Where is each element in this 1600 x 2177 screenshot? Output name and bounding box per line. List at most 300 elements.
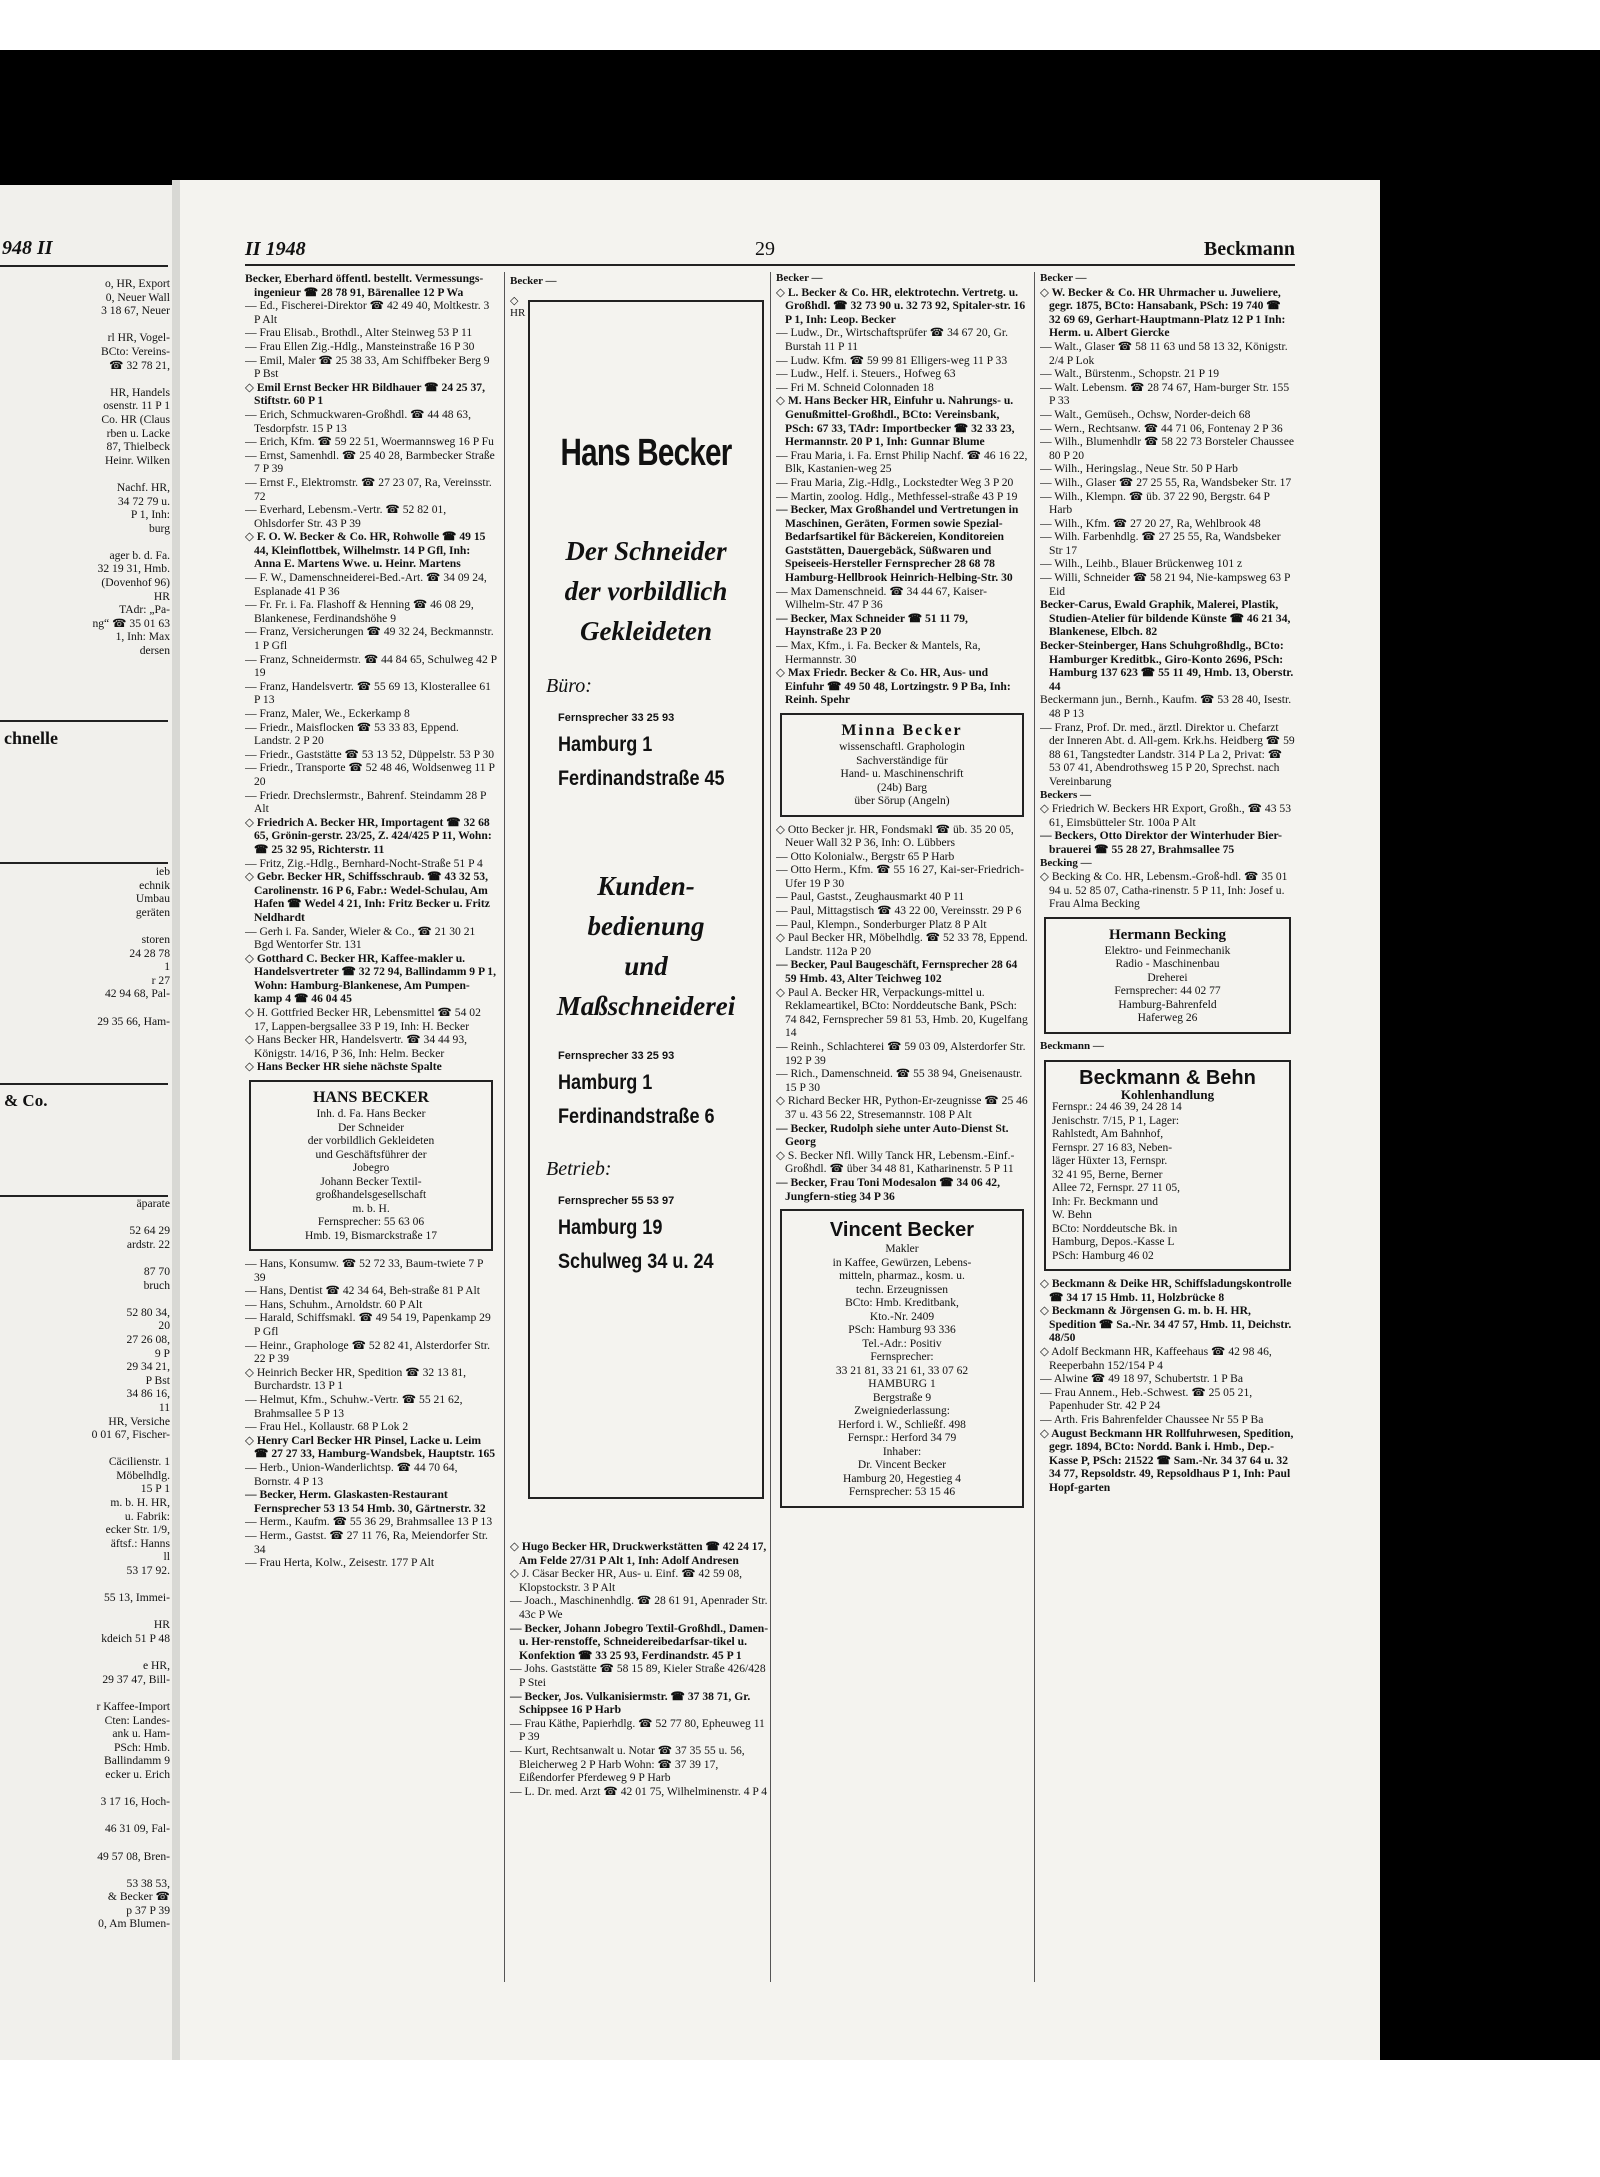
directory-entry: — Becker, Johann Jobegro Textil-Großhdl., Damen- u. Her-renstoffe, Schneidereibedarfsar-tikel u. Konfektion ☎ 33 25 93, Ferdinandstr. 45 P 1 — [510, 1621, 769, 1662]
directory-entry: — Frau Käthe, Papierhdlg. ☎ 52 77 80, Epheuweg 11 P 39 — [510, 1716, 765, 1744]
book-gutter — [172, 180, 180, 2060]
directory-entry: — Franz, Schneidermstr. ☎ 44 84 65, Schulweg 42 P 19 — [245, 652, 497, 680]
text-line: 29 35 66, Ham- — [97, 1014, 170, 1028]
directory-entry: — Becker, Max Schneider ☎ 51 11 79, Haynstraße 23 P 20 — [776, 611, 968, 639]
directory-entry: — Ludw. Kfm. ☎ 59 99 81 Elligers-weg 11 P 33 — [776, 353, 1008, 367]
directory-entry: — Reinh., Schlachterei ☎ 59 03 09, Alsterdorfer Str. 192 P 39 — [776, 1040, 1026, 1067]
text-line — [0, 1646, 170, 1660]
directory-entry: — Rich., Damenschneid. ☎ 55 38 94, Gneisenaustr. 15 P 30 — [776, 1067, 1023, 1094]
directory-entry: — Becker, Jos. Vulkanisiermstr. ☎ 37 38 71, Gr. Schippsee 16 P Harb — [510, 1689, 751, 1717]
directory-entry: — Erich, Schmuckwaren-Großhdl. ☎ 44 48 63, Tesdorpfstr. 15 P 13 — [245, 407, 471, 435]
text-line: W. Behn — [1052, 1209, 1092, 1221]
directory-entry: — Franz, Maler, We., Eckerkamp 8 — [245, 707, 410, 720]
text-line: Dreherei — [1147, 971, 1188, 984]
directory-entry: — Frau Maria, i. Fa. Ernst Philip Nachf. ☎ 46 16 22, Blk, Kastanien-weg 25 — [776, 448, 1028, 476]
column-divider — [504, 272, 505, 1982]
text-line: 15 P 1 — [140, 1482, 170, 1496]
directory-entry: — Max Damenschneid. ☎ 34 44 67, Kaiser-Wilhelm-Str. 47 P 36 — [776, 584, 987, 612]
text-line: Möbelhdlg. — [116, 1468, 170, 1482]
text-line — [0, 1251, 170, 1265]
directory-entry: ◇ Heinrich Becker HR, Spedition ☎ 32 13 81, Burchardstr. 13 P 1 — [245, 1365, 467, 1393]
column-4-entries — [1040, 272, 1295, 911]
ad-phone: Fernsprecher 33 25 93 — [558, 712, 675, 724]
text-line: Ballindamm 9 — [103, 1754, 170, 1768]
left-page-ad-box — [0, 720, 168, 864]
directory-entry: — Wilh., Glaser ☎ 27 25 55, Ra, Wandsbeker Str. 17 — [1040, 475, 1292, 489]
text-line: Rahlstedt, Am Bahnhof, — [1052, 1128, 1164, 1140]
text-line: Allee 72, Fernspr. 27 11 05, — [1052, 1182, 1180, 1194]
text-line: o, HR, Export — [104, 277, 170, 290]
text-line: 49 57 08, Bren- — [97, 1849, 170, 1863]
ad-street: Ferdinandstraße 45 — [558, 767, 725, 790]
directory-entry: — Wilh., Kfm. ☎ 27 20 27, Ra, Wehlbrook 48 — [1040, 516, 1261, 530]
directory-entry: ◇ Hans Becker HR siehe nächste Spalte — [245, 1060, 442, 1074]
directory-entry: ◇ Friedrich W. Beckers HR Export, Großh., ☎ 43 53 61, Eimsbütteler Str. 100a P Alt — [1040, 802, 1292, 829]
text-line: Sachverständige für — [856, 754, 948, 767]
directory-entry: — Helmut, Kfm., Schuhw.-Vertr. ☎ 55 21 62, Brahmsallee 5 P 13 — [245, 1392, 463, 1420]
directory-entry: — Frau Herta, Kolw., Zeisestr. 177 P Alt — [245, 1556, 435, 1570]
directory-entry: — Kurt, Rechtsanwalt u. Notar ☎ 37 35 55 u. 56, Bleicherweg 2 P Harb Wohn: ☎ 37 39 17, Eißendorfer Pferdeweg 9 P Harb — [510, 1743, 745, 1785]
ad-factory-label: Betrieb: — [546, 1158, 612, 1180]
text-line: BCto: Hmb. Kreditbank, — [845, 1297, 959, 1310]
text-line: 20 — [158, 1319, 170, 1333]
text-line: HR, Handels — [110, 385, 170, 399]
text-line — [0, 318, 170, 332]
directory-entry: — Arth. Fris Bahrenfelder Chaussee Nr 55 P Ba — [1040, 1412, 1264, 1426]
ad-service: Kunden- — [597, 871, 695, 901]
text-line: HR — [153, 1618, 170, 1632]
page-number: 29 — [755, 238, 775, 260]
text-line: ardstr. 22 — [126, 1237, 170, 1251]
text-line: Hmb. 19, Bismarckstraße 17 — [305, 1229, 437, 1242]
text-line: TAdr: „Pa- — [119, 603, 170, 617]
directory-entry: ◇ Gebr. Becker HR, Schiffsschraub. ☎ 43 32 53, Carolinenstr. 16 P 6, Fabr.: Wedel-Schulau, Am Hafen ☎ Wedel 4 21, Inh: Fritz Becker u. Fritz Neldhardt — [245, 870, 490, 924]
text-line — [0, 372, 170, 386]
directory-entry: Becking — — [1040, 856, 1092, 869]
ad-logo: Hans Becker — [560, 432, 732, 474]
directory-entry: ◇ Paul A. Becker HR, Verpackungs-mittel u. Reklameartikel, BCto: Norddeutsche Bank, PSch: 74 842, Fernsprecher 59 81 53, Hmb. 20, Kugelfang 14 — [776, 985, 1028, 1040]
text-line: HR — [153, 589, 170, 603]
text-line: läger Hüxter 13, Fernspr. — [1052, 1155, 1168, 1167]
column-2-markers: ◇ HR — [510, 295, 526, 319]
ad-slogan: der vorbildlich — [564, 576, 728, 606]
text-line: 29 37 47, Bill- — [102, 1672, 170, 1686]
text-line: kdeich 51 P 48 — [101, 1632, 170, 1645]
text-line: 42 94 68, Pal- — [104, 987, 170, 1001]
ad-street: Schulweg 34 u. 24 — [558, 1250, 714, 1273]
text-line — [0, 919, 170, 933]
directory-entry: ◇ Hans Becker HR, Handelsvertr. ☎ 34 44 93, Königstr. 14/16, P 36, Inh: Helm. Becker — [245, 1033, 468, 1060]
directory-entry: — Hans, Dentist ☎ 42 34 64, Beh-straße 81 P Alt — [245, 1284, 480, 1298]
directory-entry: — Wilh., Leihb., Blauer Brückenweg 101 z — [1040, 557, 1243, 571]
text-line: Dr. Vincent Becker — [857, 1459, 947, 1472]
directory-entry: — Martin, zoolog. Hdlg., Methfessel-straße 43 P 19 — [776, 489, 1018, 503]
directory-entry: — Frau Hel., Kollaustr. 68 P Lok 2 — [245, 1420, 409, 1434]
directory-entry: — Hans, Schuhm., Arnoldstr. 60 P Alt — [245, 1297, 423, 1311]
directory-entry: ◇ August Beckmann HR Rollfuhrwesen, Spedition, gegr. 1894, BCto: Nordd. Bank i. Hmb., Dep.-Kasse P, PSch: 21522 ☎ Sam.-Nr. 34 37 64 u. 32 34 77, Repsoldstr. 49, Repsoldhaus P 1, Inh: Paul Hopf-garten — [1040, 1426, 1294, 1494]
left-page-lines-3 — [0, 1197, 170, 1931]
text-line: Johann Becker Textil- — [320, 1175, 422, 1188]
section-header: Beckmann — — [1040, 1039, 1104, 1052]
text-line: ng“ ☎ 35 01 63 — [92, 616, 170, 630]
text-line: in Kaffee, Gewürzen, Lebens- — [832, 1256, 972, 1269]
directory-entry: ◇ F. O. W. Becker & Co. HR, Rohwolle ☎ 49 15 44, Kleinflottbek, Wilhelmstr. 14 P Gfl, Inh: Anna E. Martens Wwe. u. Heinr. Martens — [245, 530, 486, 571]
text-line: burg — [148, 521, 170, 535]
directory-entry: — Becker, Max Großhandel und Vertretungen in Maschinen, Geräten, Formen sowie Spezial-Bedarfsartikel für Bäckereien, Konditoreien Gaststätten, Dauergebäck, Süßwaren und Speiseeis-Hersteller Fernsprecher 28 68 78 Hamburg-Hellbrook Heinrich-Helbing-Str. 30 — [776, 503, 1019, 585]
directory-entry: — Friedr. Drechslermstr., Bahrenf. Steindamm 28 P Alt — [245, 788, 487, 816]
ad-phone: Fernsprecher 55 53 97 — [558, 1195, 675, 1207]
directory-entry: — Becker, Rudolph siehe unter Auto-Dienst St. Georg — [776, 1121, 1009, 1149]
directory-entry: ◇ Max Friedr. Becker & Co. HR, Aus- und Einfuhr ☎ 49 50 48, Lortzingstr. 9 P Ba, Inh: Reinh. Spehr — [776, 666, 1011, 707]
text-line: Radio - Maschinenbau — [1115, 958, 1220, 971]
text-line: 27 26 08, — [126, 1332, 170, 1346]
directory-entry: — Paul, Gastst., Zeughausmarkt 40 P 11 — [776, 890, 965, 904]
column-2-entries-list — [510, 1540, 770, 1798]
text-line: 3 17 16, Hoch- — [100, 1795, 170, 1809]
ad-lines — [1052, 945, 1283, 1026]
text-line: wissenschaftl. Graphologin — [839, 741, 965, 753]
text-line: 32 19 31, Hmb. — [97, 562, 170, 576]
text-line: Fernspr.: Herford 34 79 — [847, 1432, 957, 1445]
text-line: Umbau — [135, 892, 170, 906]
ad-city: Hamburg 1 — [558, 733, 653, 756]
ad-title: Hermann Becking — [1108, 926, 1227, 943]
directory-entry: — Walt. Lebensm. ☎ 28 74 67, Ham-burger Str. 155 P 33 — [1040, 380, 1290, 408]
ad-street: Ferdinandstraße 6 — [558, 1105, 715, 1128]
text-line — [0, 1863, 170, 1877]
directory-entry: ◇ Beckmann & Deike HR, Schiffsladungskontrolle ☎ 34 17 15 Hmb. 11, Holzbrücke 8 — [1040, 1277, 1292, 1304]
directory-entry: — Frau Ellen Zig.-Hdlg., Mansteinstraße 16 P 30 — [245, 339, 475, 353]
ad-lines — [1052, 1101, 1283, 1263]
text-line: Heinr. Wilken — [104, 453, 170, 467]
directory-entry: — Walt., Gemüseh., Ochsw, Norder-deich 68 — [1040, 407, 1251, 421]
text-line: 33 21 81, 33 21 61, 33 07 62 — [835, 1364, 969, 1377]
directory-entry: — Ludw., Dr., Wirtschaftsprüfer ☎ 34 67 20, Gr. Burstah 11 P 11 — [776, 326, 1008, 353]
directory-entry: ◇ Friedrich A. Becker HR, Importagent ☎ 32 68 65, Grönin-gerstr. 23/25, Z. 424/425 P 11, Wohn: ☎ 25 32 95, Richterstr. 11 — [245, 815, 492, 856]
text-line: 0 01 67, Fischer- — [91, 1428, 170, 1442]
left-page-lines — [0, 277, 170, 658]
directory-entry: Becker — — [776, 272, 823, 284]
text-line — [0, 1442, 170, 1456]
text-line: Cäcilienstr. 1 — [108, 1455, 170, 1469]
text-line — [0, 1782, 170, 1796]
text-line: Elektro- und Feinmechanik — [1104, 944, 1231, 957]
ad-office-label: Büro: — [546, 675, 592, 697]
page-header-right: Beckmann — [1203, 238, 1295, 260]
text-line: Fernsprecher: 55 63 06 — [317, 1216, 425, 1229]
left-page-ad-title-2: & Co. — [4, 1091, 48, 1110]
ad-slogan: Der Schneider — [565, 536, 727, 566]
directory-entry: — Otto Kolonialw., Bergstr 65 P Harb — [776, 849, 955, 863]
column-2-entries — [510, 1540, 770, 1798]
ad-subtitle: Kohlenhandlung — [1120, 1086, 1215, 1102]
text-line — [0, 1605, 170, 1619]
text-line: Der Schneider — [337, 1121, 405, 1134]
directory-entry: ◇ Paul Becker HR, Möbelhdlg. ☎ 52 33 78, Eppend. Landstr. 112a P 20 — [776, 931, 1028, 958]
page-header-left: II 1948 — [245, 238, 306, 260]
ad-service: bedienung — [587, 911, 705, 941]
directory-entry: ◇ W. Becker & Co. HR Uhrmacher u. Juweliere, gegr. 1875, BCto: Hansabank, PSch: 19 740 ☎ 32 69 69, Gerhart-Hauptmann-Platz 12 P 1 Inh: Herm. u. Albert Giercke — [1040, 285, 1286, 340]
directory-entry: — Wilh. Farbenhdlg. ☎ 27 25 55, Ra, Wandsbeker Str 17 — [1040, 530, 1281, 557]
text-line: ieb — [155, 865, 170, 878]
directory-entry: — Wern., Rechtsanw. ☎ 44 71 06, Fontenay 2 P 36 — [1040, 421, 1283, 435]
directory-entry: — Beckers, Otto Direktor der Winterhuder Bier-brauerei ☎ 55 28 27, Brahmsallee 75 — [1040, 829, 1283, 856]
directory-entry: — Fri M. Schneid Colonnaden 18 — [776, 380, 934, 394]
directory-entry: — Harald, Schiffsmakl. ☎ 49 54 19, Papenkamp 29 P Gfl — [245, 1311, 491, 1338]
text-line: r Kaffee-Import — [96, 1699, 170, 1713]
directory-entry: ◇ J. Cäsar Becker HR, Aus- u. Einf. ☎ 42 59 08, Klopstockstr. 3 P Alt — [510, 1567, 743, 1594]
ad-hans-becker-large — [528, 300, 764, 1499]
text-line: dersen — [139, 644, 170, 658]
text-line: Jenischstr. 7/15, P 1, Lager: — [1052, 1114, 1180, 1127]
directory-entry: — Alwine ☎ 49 18 97, Schubertstr. 1 P Ba — [1040, 1372, 1244, 1386]
directory-entry: — Ed., Fischerei-Direktor ☎ 42 49 40, Moltkestr. 3 P Alt — [245, 299, 490, 326]
directory-entry: ◇ Henry Carl Becker HR Pinsel, Lacke u. Leim ☎ 27 27 33, Hamburg-Wandsbek, Hauptstr. 165 — [245, 1433, 496, 1461]
directory-entry: ◇ Becking & Co. HR, Lebensm.-Groß-hdl. ☎ 35 01 94 u. 52 85 07, Catha-rinenstr. 5 P 11, Inh: Josef u. Frau Alma Becking — [1040, 870, 1288, 911]
ad-city: Hamburg 1 — [558, 1071, 653, 1094]
text-line: 1, Inh: Max — [115, 630, 170, 644]
text-line: ank u. Ham- — [112, 1727, 170, 1741]
text-line: Cten: Landes- — [104, 1713, 170, 1727]
header-rule — [245, 264, 1295, 266]
directory-entry: — Emil, Maler ☎ 25 38 33, Am Schiffbeker Berg 9 P Bst — [245, 353, 490, 381]
text-line: der vorbildlich Gekleideten — [307, 1135, 435, 1148]
directory-entry: ◇ Adolf Beckmann HR, Kaffeehaus ☎ 42 98 46, Reeperbahn 152/154 P 4 — [1040, 1344, 1272, 1372]
text-line: Fernspr.: 24 46 39, 24 28 14 — [1052, 1101, 1182, 1113]
directory-entry: — Ernst, Samenhdl. ☎ 25 40 28, Barmbecker Straße 7 P 39 — [245, 448, 495, 476]
directory-entry: — L. Dr. med. Arzt ☎ 42 01 75, Wilhelminenstr. 4 P 4 — [510, 1784, 768, 1798]
ad-title: Beckmann & Behn — [1079, 1066, 1256, 1089]
column-4 — [1040, 272, 1295, 1992]
text-line: rl HR, Vogel- — [107, 331, 170, 345]
text-line: Kto.-Nr. 2409 — [869, 1310, 935, 1323]
directory-entry: — Walt., Bürstenm., Schopstr. 21 P 19 — [1040, 367, 1220, 381]
directory-entry: — Franz, Handelsvertr. ☎ 55 69 13, Klosterallee 61 P 13 — [245, 679, 491, 707]
text-line: r 27 — [151, 973, 170, 987]
text-line — [0, 1809, 170, 1823]
text-line — [0, 1836, 170, 1850]
directory-entry: — Fr. Fr. i. Fa. Flashoff & Henning ☎ 46 08 29, Blankenese, Ferdinandshöhe 9 — [245, 598, 474, 625]
text-line: 24 28 78 — [129, 946, 170, 960]
text-line: 55 13, Immei- — [103, 1591, 170, 1605]
text-line: Makler — [885, 1243, 919, 1256]
ad-lines — [257, 1108, 485, 1243]
ad-title: Minna Becker — [841, 722, 963, 739]
text-line: ecker u. Erich — [105, 1767, 170, 1781]
directory-entry: — Max, Kfm., i. Fa. Becker & Mantels, Ra, Hermannstr. 30 — [776, 639, 981, 666]
text-line: PSch: Hmb. — [113, 1740, 170, 1754]
ad-lines — [788, 1243, 1016, 1500]
ad-city: Hamburg 19 — [558, 1216, 663, 1239]
column-4-entries-b — [1040, 1277, 1295, 1495]
directory-entry: — Paul, Klempn., Sonderburger Platz 8 P Alt — [776, 917, 987, 931]
left-page-ad-title: chnelle — [4, 728, 58, 748]
text-line: Hamburg 20, Hegestieg 4 — [843, 1472, 961, 1485]
text-line: ager b. d. Fa. — [109, 548, 170, 562]
directory-entry: ◇ H. Gottfried Becker HR, Lebensmittel ☎ 54 02 17, Lappen-bergsallee 33 P 19, Inh: H. Becker — [245, 1006, 481, 1033]
text-line — [0, 1686, 170, 1700]
text-line: 0, Am Blumen- — [98, 1917, 170, 1931]
directory-entry: — Herm., Kaufm. ☎ 55 36 29, Brahmsallee 13 P 13 — [245, 1515, 493, 1529]
directory-entry: ◇ Hugo Becker HR, Druckwerkstätten ☎ 42 24 17, Am Felde 27/31 P Alt 1, Inh: Adolf Andresen — [510, 1540, 767, 1567]
text-line: 32 41 95, Berne, Berner — [1052, 1168, 1163, 1181]
text-line: 52 80 34, — [126, 1305, 170, 1319]
text-line: und Geschäftsführer der — [315, 1148, 427, 1161]
text-line: Fernsprecher: — [870, 1351, 934, 1364]
text-line: Inhaber: — [882, 1445, 922, 1458]
text-line — [0, 1001, 170, 1015]
directory-entry: — Wilh., Klempn. ☎ üb. 37 22 90, Bergstr. 64 P Harb — [1040, 489, 1270, 517]
directory-entry: — Hans, Konsumw. ☎ 52 72 33, Baum-twiete 7 P 39 — [245, 1257, 484, 1284]
text-line: m. b. H. — [352, 1202, 390, 1215]
text-line: Inh. d. Fa. Hans Becker — [316, 1108, 426, 1121]
text-line: Nachf. HR, — [116, 480, 170, 494]
ad-hans-becker-small — [249, 1080, 493, 1251]
ad-vincent-becker — [780, 1209, 1024, 1508]
ad-title: HANS BECKER — [312, 1089, 430, 1107]
text-line: Jobegro — [352, 1162, 390, 1175]
text-line: ☎ 32 78 21, — [109, 358, 170, 372]
text-line — [0, 467, 170, 481]
directory-entry: — Everhard, Lebensm.-Vertr. ☎ 52 82 01, Ohlsdorfer Str. 43 P 39 — [245, 503, 447, 530]
text-line: u. Fabrik: — [124, 1509, 170, 1523]
directory-entry: — Becker, Frau Toni Modesalon ☎ 34 06 42, Jungfern-stieg 34 P 36 — [776, 1175, 1001, 1203]
directory-entry: ◇ Beckmann & Jörgensen G. m. b. H. HR, Spedition ☎ Sa.-Nr. 34 47 57, Hmb. 11, Deichstr. 48/50 — [1040, 1304, 1292, 1345]
text-line: 53 38 53, — [126, 1876, 170, 1890]
directory-entry: — Frau Elisab., Brothdl., Alter Steinweg 53 P 11 — [245, 326, 473, 340]
text-line: (Dovenhof 96) — [101, 576, 170, 590]
column-1 — [245, 272, 497, 1992]
text-line: 34 72 79 u. — [117, 494, 170, 508]
text-line: Inh: Fr. Beckmann und — [1052, 1195, 1159, 1208]
text-line: ecker Str. 1/9, — [105, 1523, 170, 1537]
ad-hermann-becking — [1044, 917, 1291, 1034]
text-line: storen — [141, 932, 170, 946]
directory-entry: — Paul, Mittagstisch ☎ 43 22 00, Vereinsstr. 29 P 6 — [776, 904, 1022, 918]
directory-entry: — Wilh., Blumenhdlr ☎ 58 22 73 Borsteler Chaussee 80 P 20 — [1040, 435, 1294, 462]
column-1-entries — [245, 272, 497, 1074]
directory-entry: — Frau Maria, Zig.-Hdlg., Lockstedter Weg 3 P 20 — [776, 475, 1014, 489]
text-line: ll — [163, 1550, 170, 1564]
directory-entry: — Heinr., Graphologe ☎ 52 82 41, Alsterdorfer Str. 22 P 39 — [245, 1338, 490, 1366]
ad-phone: Fernsprecher 33 25 93 — [558, 1050, 675, 1062]
text-line: großhandelsgesellschaft — [315, 1189, 427, 1202]
text-line: mitteln, pharmaz., kosm. u. — [839, 1270, 965, 1283]
directory-entry: ◇ Emil Ernst Becker HR Bildhauer ☎ 24 25 37, Stiftstr. 60 P 1 — [245, 380, 485, 408]
column-3-entries — [776, 272, 1028, 707]
directory-entry: Becker — — [1040, 272, 1087, 284]
text-line: 52 64 29 — [129, 1224, 170, 1238]
text-line: bruch — [143, 1278, 170, 1292]
column-3 — [776, 272, 1028, 1992]
text-line — [0, 1292, 170, 1306]
text-line: osenstr. 11 P 1 — [103, 399, 170, 413]
text-line: 87, Thielbeck — [106, 440, 170, 454]
directory-entry: ◇ M. Hans Becker HR, Einfuhr u. Nahrungs- u. Genußmittel-Großhdl., BCto: Vereinsbank, PSch: 67 33, TAdr: Importbecker ☎ 32 33 23, Hermannstr. 20 P 1, Inh: Gunnar Blume — [776, 394, 1015, 449]
directory-entry: Beckermann jun., Bernh., Kaufm. ☎ 53 28 40, Isestr. 48 P 13 — [1040, 693, 1292, 720]
text-line: 34 86 16, — [126, 1387, 170, 1401]
text-line: 11 — [158, 1400, 170, 1414]
text-line: über Sörup (Angeln) — [854, 795, 950, 807]
text-line: rben u. Lacke — [106, 426, 170, 440]
directory-entry: ◇ Gotthard C. Becker HR, Kaffee-makler u. Handelsvertreter ☎ 32 72 94, Ballindamm 9 P 1, Wohn: Hamburg-Blankenese, Am Pumpen-kamp 4 ☎ 46 04 45 — [245, 951, 497, 1006]
text-line: BCto: Norddeutsche Bk. in — [1052, 1222, 1178, 1235]
directory-entry: — Willi, Schneider ☎ 58 21 94, Nie-kampsweg 63 P Eid — [1040, 571, 1291, 598]
directory-entry: — Franz, Prof. Dr. med., ärztl. Direktor u. Chefarzt der Inneren Abt. d. All-gem. Krk.hs. Heidberg ☎ 59 88 61, Tangstedter Landstr. 314 P La 2, Privat: ☎ 53 07 41, Abendrothsweg 15 P 20, Sprechst. nach Vereinbarung — [1040, 720, 1295, 788]
text-line: HR, Versiche — [108, 1414, 170, 1428]
text-line: Fernsprecher: 53 15 46 — [848, 1486, 956, 1499]
left-page-ad-box-2 — [0, 1083, 168, 1197]
text-line: m. b. H. HR, — [110, 1496, 170, 1510]
directory-entry: — Friedr., Transporte ☎ 52 48 46, Woldsenweg 11 P 20 — [245, 761, 495, 788]
directory-entry: Becker, Eberhard öffentl. bestellt. Vermessungs-ingenieur ☎ 28 78 91, Bärenallee 12 P Wa — [245, 272, 484, 299]
directory-entry: — Otto Herm., Kfm. ☎ 55 16 27, Kai-ser-Friedrich-Ufer 19 P 30 — [776, 863, 1024, 890]
ad-slogan: Gekleideten — [580, 616, 712, 646]
directory-entry: Becker-Steinberger, Hans Schuhgroßhdlg., BCto: Hamburger Kreditbk., Giro-Konto 2696, PSch: Hamburg 137 623 ☎ 55 11 49, Hmb. 13, Oberstr. 44 — [1040, 639, 1294, 693]
directory-entry: — Gerh i. Fa. Sander, Wieler & Co., ☎ 21 30 21 Bgd Wentorfer Str. 131 — [245, 924, 476, 952]
directory-entry: ◇ L. Becker & Co. HR, elektrotechn. Vertretg. u. Großhdl. ☎ 32 73 90 u. 32 73 92, Spitaler-str. 16 P 1, Inh: Leop. Becker — [776, 285, 1026, 326]
text-line: P Bst — [145, 1373, 170, 1387]
directory-entry: — Johs. Gaststätte ☎ 58 15 89, Kieler Straße 426/428 P Stei — [510, 1662, 766, 1689]
directory-entry: — Becker, Herm. Glaskasten-Restaurant Fernsprecher 53 13 54 Hmb. 30, Gärtnerstr. 32 — [245, 1488, 486, 1515]
text-line: Co. HR (Claus — [101, 412, 170, 426]
text-line: PSch: Hamburg 93 336 — [848, 1324, 956, 1337]
text-line: Bergstraße 9 — [872, 1391, 932, 1404]
text-line: 1 — [164, 960, 170, 974]
text-line: P 1, Inh: — [130, 508, 170, 522]
directory-entry: — Joach., Maschinenhdlg. ☎ 28 61 91, Apenrader Str. 43c P We — [510, 1594, 768, 1621]
directory-entry: ◇ S. Becker Nfl. Willy Tanck HR, Lebensm.-Einf.-Großhdl. ☎ über 34 48 81, Katharinenstr. 5 P 11 — [776, 1148, 1015, 1176]
directory-entry: — Walt., Glaser ☎ 58 11 63 und 58 13 32, Königstr. 2/4 P Lok — [1040, 339, 1288, 367]
text-line: & Becker ☎ — [107, 1890, 170, 1904]
directory-entry: Beckers — — [1040, 788, 1092, 801]
text-line: techn. Erzeugnissen — [856, 1283, 948, 1296]
directory-entry: — Ludw., Helf. i. Steuers., Hofweg 63 — [776, 367, 956, 381]
text-line — [0, 1211, 170, 1225]
text-line: 53 17 92. — [126, 1564, 170, 1578]
text-line: geräten — [135, 905, 170, 919]
directory-entry: — Friedr., Maisflocken ☎ 53 33 83, Eppend. Landstr. 2 P 20 — [245, 720, 459, 748]
text-line: Haferweg 26 — [1137, 1012, 1198, 1025]
directory-entry: — Becker, Paul Baugeschäft, Fernsprecher 28 64 59 Hmb. 43, Alter Teichweg 102 — [776, 958, 1018, 986]
column-1-entries-b — [245, 1257, 497, 1570]
text-line: Fernspr. 27 16 83, Neben- — [1052, 1141, 1173, 1154]
directory-entry: — Franz, Versicherungen ☎ 49 32 24, Beckmannstr. 1 P Gfl — [245, 625, 494, 653]
text-line: äparate — [136, 1197, 170, 1210]
text-line: äftsf.: Hanns — [110, 1536, 170, 1550]
column-divider — [770, 272, 771, 1982]
directory-entry: — F. W., Damenschneiderei-Bed.-Art. ☎ 34 09 24, Esplanade 41 P 36 — [245, 571, 487, 598]
ad-beckmann-behn — [1044, 1060, 1291, 1272]
column-divider — [1034, 272, 1035, 1982]
directory-entry: — Friedr., Gaststätte ☎ 53 13 52, Düppelstr. 53 P 30 — [245, 747, 495, 761]
text-line: p 37 P 39 — [126, 1903, 170, 1917]
text-line: Tel.-Adr.: Positiv — [862, 1337, 942, 1350]
directory-entry: — Herm., Gastst. ☎ 27 11 76, Ra, Meiendorfer Str. 34 — [245, 1528, 488, 1556]
text-line: BCto: Vereins- — [100, 344, 170, 358]
directory-entry: — Erich, Kfm. ☎ 59 22 51, Woermannsweg 16 P Fu — [245, 435, 494, 449]
text-line: Hand- u. Maschinenschrift — [840, 768, 964, 780]
ad-lines — [788, 741, 1016, 809]
text-line: Herford i. W., Schließf. 498 — [838, 1418, 966, 1431]
left-page-header: 948 II — [2, 237, 53, 259]
text-line: PSch: Hamburg 46 02 — [1052, 1249, 1154, 1262]
ad-title: Vincent Becker — [829, 1219, 975, 1242]
text-line: e HR, — [142, 1659, 170, 1673]
text-line: 3 18 67, Neuer — [101, 304, 170, 318]
text-line: Fernsprecher: 44 02 77 — [1114, 985, 1221, 998]
column-2-header: Becker — — [510, 275, 557, 287]
